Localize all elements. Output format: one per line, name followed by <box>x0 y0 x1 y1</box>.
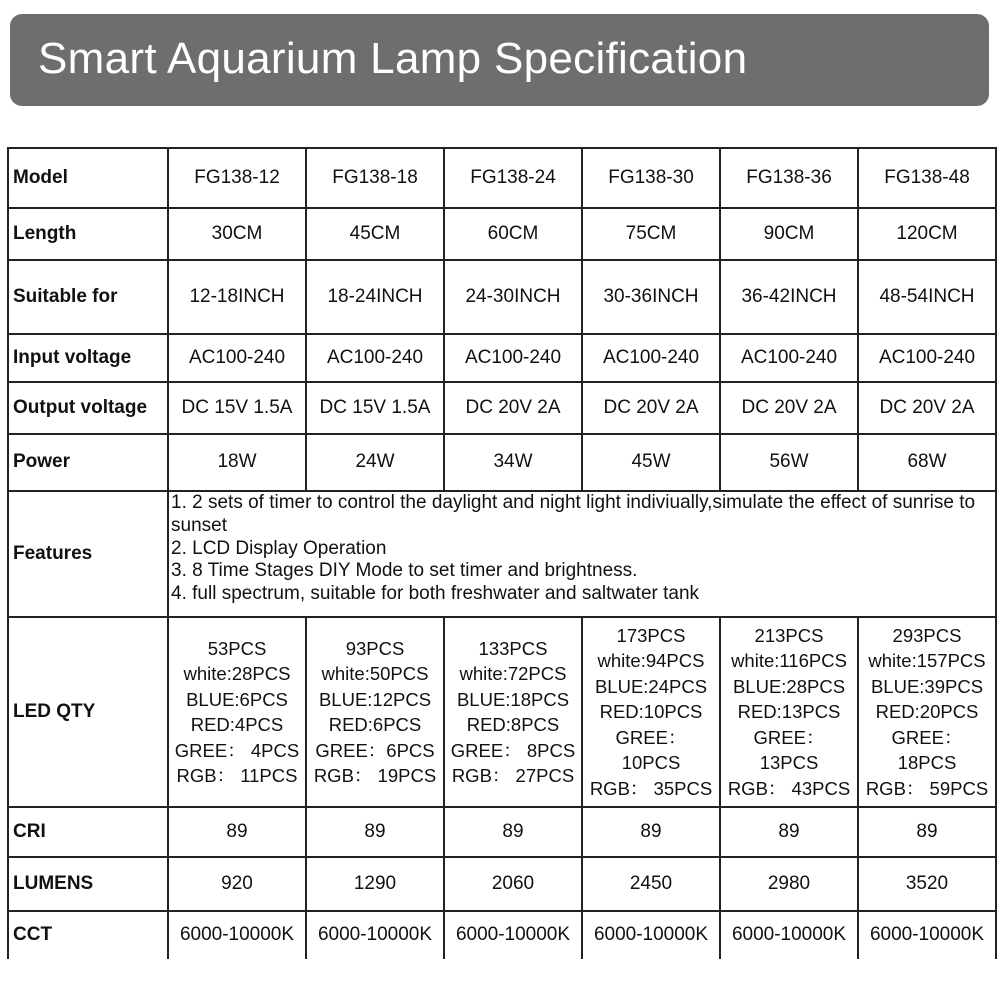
title-banner <box>10 14 989 106</box>
led-line: BLUE:28PCS <box>732 675 846 697</box>
cell-length: 75CM <box>582 208 720 260</box>
led-line: RED:4PCS <box>190 714 284 735</box>
led-line: white:94PCS <box>597 650 705 672</box>
led-line: RGB： 43PCS <box>727 777 851 799</box>
led-line: 93PCS <box>345 637 405 659</box>
cell-power: 68W <box>858 434 996 491</box>
row-cri <box>8 807 996 857</box>
cell-cct: 6000-10000K <box>720 911 858 959</box>
page-title: Smart Aquarium Lamp Specification <box>38 34 748 83</box>
cell-power: 56W <box>720 434 858 491</box>
led-line: BLUE:39PCS <box>870 675 984 697</box>
cell-cri: 89 <box>582 807 720 857</box>
led-line: GREE： <box>615 726 687 748</box>
cell-model: FG138-36 <box>720 148 858 208</box>
row-led-qty <box>8 617 996 807</box>
cell-suitable: 48-54INCH <box>858 260 996 334</box>
row-label: LUMENS <box>8 857 168 911</box>
cell-input: AC100-240 <box>582 334 720 382</box>
features-cell <box>168 491 996 617</box>
led-line: BLUE:18PCS <box>456 688 570 710</box>
cell-cct: 6000-10000K <box>168 911 306 959</box>
cell-suitable: 18-24INCH <box>306 260 444 334</box>
row-cct <box>8 911 996 959</box>
row-suitable <box>8 260 996 334</box>
cell-length: 30CM <box>168 208 306 260</box>
led-line: RED:8PCS <box>466 714 560 735</box>
cell-lumens: 3520 <box>858 857 996 911</box>
cell-length: 60CM <box>444 208 582 260</box>
cell-suitable: 30-36INCH <box>582 260 720 334</box>
led-line: RED:13PCS <box>737 701 841 723</box>
led-line: white:116PCS <box>731 650 847 672</box>
led-line: GREE： 4PCS <box>174 739 300 761</box>
row-length <box>8 208 996 260</box>
led-line: RED:6PCS <box>328 714 422 735</box>
row-label: LED QTY <box>8 617 168 807</box>
cell-led-qty <box>444 617 582 807</box>
cell-suitable: 36-42INCH <box>720 260 858 334</box>
led-line: 293PCS <box>892 624 962 646</box>
row-label: Output voltage <box>8 382 168 434</box>
row-label: Power <box>8 434 168 491</box>
cell-led-qty <box>168 617 306 807</box>
row-label: Features <box>8 491 168 617</box>
cell-length: 120CM <box>858 208 996 260</box>
led-line: BLUE:12PCS <box>318 688 432 710</box>
cell-input: AC100-240 <box>858 334 996 382</box>
cell-lumens: 2450 <box>582 857 720 911</box>
row-label: Length <box>8 208 168 260</box>
cell-length: 90CM <box>720 208 858 260</box>
cell-model: FG138-48 <box>858 148 996 208</box>
cell-input: AC100-240 <box>306 334 444 382</box>
led-line: GREE：6PCS <box>315 739 435 761</box>
cell-power: 24W <box>306 434 444 491</box>
cell-cri: 89 <box>168 807 306 857</box>
cell-lumens: 2980 <box>720 857 858 911</box>
cell-lumens: 1290 <box>306 857 444 911</box>
cell-led-qty <box>858 617 996 807</box>
led-line: 13PCS <box>759 752 819 774</box>
feature-line: 4. full spectrum, suitable for both freshwater and saltwater tank <box>171 583 700 605</box>
cell-output: DC 15V 1.5A <box>306 382 444 434</box>
cell-model: FG138-30 <box>582 148 720 208</box>
cell-output: DC 20V 2A <box>858 382 996 434</box>
cell-power: 45W <box>582 434 720 491</box>
led-line: white:28PCS <box>183 663 291 684</box>
row-label: Input voltage <box>8 334 168 382</box>
row-features <box>8 491 996 617</box>
feature-line: 2. LCD Display Operation <box>171 537 387 559</box>
cell-length: 45CM <box>306 208 444 260</box>
cell-cct: 6000-10000K <box>444 911 582 959</box>
row-label: Model <box>8 148 168 208</box>
cell-input: AC100-240 <box>444 334 582 382</box>
row-output <box>8 382 996 434</box>
cell-cri: 89 <box>306 807 444 857</box>
led-line: GREE： <box>753 726 825 748</box>
feature-line: 1. 2 sets of timer to control the daylight and night light indiviually,simulate the effect of sunrise to sunset <box>171 492 976 536</box>
led-line: 133PCS <box>478 637 548 659</box>
led-line: 10PCS <box>621 752 681 774</box>
led-line: GREE： <box>891 726 963 748</box>
cell-cri: 89 <box>858 807 996 857</box>
led-line: GREE： 8PCS <box>450 739 576 761</box>
led-line: 18PCS <box>897 752 957 774</box>
row-label: Suitable for <box>8 260 168 334</box>
cell-led-qty <box>582 617 720 807</box>
cell-output: DC 20V 2A <box>444 382 582 434</box>
led-line: RGB： 59PCS <box>865 777 989 799</box>
cell-led-qty <box>306 617 444 807</box>
led-line: 173PCS <box>616 624 686 646</box>
led-line: 213PCS <box>754 624 824 646</box>
spec-table <box>7 147 997 959</box>
cell-model: FG138-24 <box>444 148 582 208</box>
led-line: RGB： 27PCS <box>451 765 575 786</box>
led-line: white:50PCS <box>321 663 429 684</box>
cell-suitable: 12-18INCH <box>168 260 306 334</box>
led-line: RGB： 11PCS <box>176 765 298 786</box>
led-line: 53PCS <box>207 637 267 659</box>
cell-output: DC 15V 1.5A <box>168 382 306 434</box>
led-line: white:72PCS <box>459 663 567 684</box>
cell-cct: 6000-10000K <box>582 911 720 959</box>
cell-model: FG138-12 <box>168 148 306 208</box>
led-line: white:157PCS <box>868 650 986 672</box>
cell-output: DC 20V 2A <box>582 382 720 434</box>
cell-suitable: 24-30INCH <box>444 260 582 334</box>
cell-power: 18W <box>168 434 306 491</box>
cell-power: 34W <box>444 434 582 491</box>
cell-cri: 89 <box>720 807 858 857</box>
led-line: RGB： 19PCS <box>313 765 437 786</box>
cell-input: AC100-240 <box>720 334 858 382</box>
led-line: RGB： 35PCS <box>589 777 713 799</box>
led-line: RED:20PCS <box>875 701 979 723</box>
row-power <box>8 434 996 491</box>
cell-cct: 6000-10000K <box>858 911 996 959</box>
cell-cri: 89 <box>444 807 582 857</box>
led-line: BLUE:24PCS <box>594 675 708 697</box>
cell-lumens: 920 <box>168 857 306 911</box>
led-line: BLUE:6PCS <box>186 688 288 710</box>
cell-model: FG138-18 <box>306 148 444 208</box>
cell-led-qty <box>720 617 858 807</box>
led-line: RED:10PCS <box>599 701 703 723</box>
row-label: CRI <box>8 807 168 857</box>
cell-cct: 6000-10000K <box>306 911 444 959</box>
cell-lumens: 2060 <box>444 857 582 911</box>
cell-input: AC100-240 <box>168 334 306 382</box>
row-input <box>8 334 996 382</box>
feature-line: 3. 8 Time Stages DIY Mode to set timer and brightness. <box>171 560 638 582</box>
cell-output: DC 20V 2A <box>720 382 858 434</box>
row-lumens <box>8 857 996 911</box>
row-model <box>8 148 996 208</box>
row-label: CCT <box>8 911 168 959</box>
